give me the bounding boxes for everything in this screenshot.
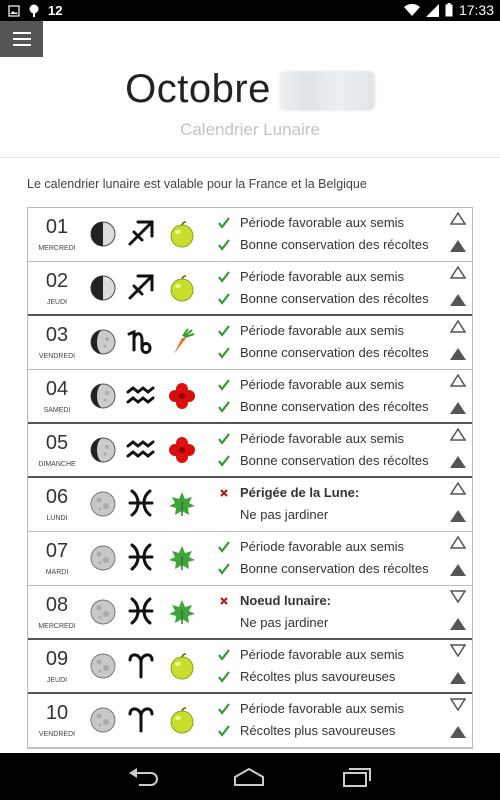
- month-name: Octobre: [125, 67, 271, 111]
- row-line-1: Périgée de la Lune:: [240, 485, 360, 500]
- day-name: DIMANCHE: [38, 461, 76, 468]
- blurred-year: [279, 71, 375, 111]
- back-icon: [126, 765, 160, 787]
- day-name: MARDI: [45, 569, 69, 576]
- calendar-row[interactable]: [28, 262, 472, 316]
- moon-phase-icon: [90, 329, 116, 355]
- check-icon: [218, 346, 230, 358]
- zodiac-capricorn-icon: [126, 326, 156, 356]
- row-line-2: Bonne conservation des récoltes: [240, 453, 429, 468]
- triangle-up-outline-icon: [450, 320, 466, 333]
- day-number: 09: [45, 648, 69, 670]
- lunar-calendar-table: [27, 207, 473, 749]
- wifi-icon: [404, 4, 420, 17]
- moon-phase-icon: [90, 383, 116, 409]
- day-name: MERCREDI: [38, 245, 76, 252]
- leaf-icon: [168, 598, 196, 626]
- check-icon: [218, 238, 230, 250]
- row-line-1: Période favorable aux semis: [240, 647, 405, 662]
- triangle-up-filled-icon: [450, 239, 466, 251]
- moon-phase-icon: [90, 491, 116, 517]
- day-name: JEUDI: [46, 299, 68, 306]
- check-icon: [218, 216, 230, 228]
- leaf-icon: [168, 490, 196, 518]
- triangle-up-outline-icon: [450, 212, 466, 225]
- check-icon: [218, 670, 230, 682]
- fruit-icon: [168, 274, 196, 302]
- navigation-bar: [0, 753, 500, 800]
- zodiac-pisces-icon: [126, 596, 156, 626]
- calendar-row[interactable]: [28, 370, 472, 424]
- cross-icon: [218, 594, 230, 606]
- calendar-row[interactable]: [28, 640, 472, 694]
- triangle-up-outline-icon: [450, 374, 466, 387]
- triangle-up-outline-icon: [450, 266, 466, 279]
- day-name: MERCREDI: [38, 623, 76, 630]
- row-line-1: Période favorable aux semis: [240, 539, 405, 554]
- triangle-down-outline-icon: [450, 698, 466, 711]
- zodiac-pisces-icon: [126, 542, 156, 572]
- day-name: VENDREDI: [38, 353, 76, 360]
- fruit-icon: [168, 220, 196, 248]
- calendar-row[interactable]: [28, 478, 472, 532]
- triangle-up-filled-icon: [450, 293, 466, 305]
- day-number: 04: [45, 378, 69, 400]
- check-icon: [218, 648, 230, 660]
- row-line-2: Bonne conservation des récoltes: [240, 291, 429, 306]
- calendar-row[interactable]: [28, 532, 472, 586]
- check-icon: [218, 724, 230, 736]
- page-header: [0, 57, 500, 158]
- triangle-down-outline-icon: [450, 644, 466, 657]
- triangle-up-filled-icon: [450, 563, 466, 575]
- day-name: SAMEDI: [43, 407, 71, 414]
- calendar-row[interactable]: [28, 586, 472, 640]
- row-line-2: Bonne conservation des récoltes: [240, 345, 429, 360]
- zodiac-aquarius-icon: [126, 434, 156, 464]
- moon-phase-icon: [90, 599, 116, 625]
- check-icon: [218, 292, 230, 304]
- recent-apps-icon: [340, 765, 374, 787]
- triangle-up-filled-icon: [450, 509, 466, 521]
- triangle-up-filled-icon: [450, 455, 466, 467]
- moon-phase-icon: [90, 707, 116, 733]
- fruit-icon: [168, 706, 196, 734]
- triangle-up-outline-icon: [450, 536, 466, 549]
- check-icon: [218, 540, 230, 552]
- fruit-icon: [168, 652, 196, 680]
- triangle-up-filled-icon: [450, 347, 466, 359]
- day-number: 07: [45, 540, 69, 562]
- day-number: 01: [45, 216, 69, 238]
- moon-phase-icon: [90, 437, 116, 463]
- row-line-2: Récoltes plus savoureuses: [240, 669, 396, 684]
- check-icon: [218, 562, 230, 574]
- check-icon: [218, 702, 230, 714]
- triangle-up-filled-icon: [450, 401, 466, 413]
- zodiac-sagittarius-icon: [126, 272, 156, 302]
- zodiac-aries-icon: [126, 704, 156, 734]
- zodiac-aquarius-icon: [126, 380, 156, 410]
- flower-icon: [168, 436, 196, 464]
- calendar-row[interactable]: [28, 424, 472, 478]
- battery-icon: [445, 3, 453, 17]
- root-icon: [168, 328, 196, 356]
- day-name: VENDREDI: [38, 731, 76, 738]
- row-line-2: Bonne conservation des récoltes: [240, 561, 429, 576]
- day-number: 05: [45, 432, 69, 454]
- triangle-up-filled-icon: [450, 671, 466, 683]
- zodiac-sagittarius-icon: [126, 218, 156, 248]
- check-icon: [218, 400, 230, 412]
- home-button[interactable]: [232, 765, 268, 789]
- day-number: 06: [45, 486, 69, 508]
- row-line-1: Période favorable aux semis: [240, 701, 405, 716]
- back-button[interactable]: [126, 765, 162, 789]
- check-icon: [218, 432, 230, 444]
- day-number: 03: [45, 324, 69, 346]
- row-line-1: Période favorable aux semis: [240, 323, 405, 338]
- menu-button[interactable]: [0, 21, 43, 57]
- calendar-row[interactable]: [28, 316, 472, 370]
- moon-phase-icon: [90, 221, 116, 247]
- row-line-2: Bonne conservation des récoltes: [240, 399, 429, 414]
- day-name: LUNDI: [46, 515, 68, 522]
- row-line-2: Ne pas jardiner: [240, 507, 329, 522]
- row-line-2: Bonne conservation des récoltes: [240, 237, 429, 252]
- home-icon: [232, 765, 266, 787]
- tree-notification-icon: [28, 4, 40, 17]
- page-title: [0, 67, 500, 112]
- day-number: 02: [45, 270, 69, 292]
- row-line-1: Période favorable aux semis: [240, 377, 405, 392]
- page-subtitle: Calendrier Lunaire: [180, 120, 320, 139]
- row-line-1: Période favorable aux semis: [240, 269, 405, 284]
- check-icon: [218, 454, 230, 466]
- intro-text: Le calendrier lunaire est valable pour la France et la Belgique: [27, 177, 367, 191]
- row-line-2: Ne pas jardiner: [240, 615, 329, 630]
- zodiac-pisces-icon: [126, 488, 156, 518]
- signal-icon: [426, 4, 439, 17]
- check-icon: [218, 378, 230, 390]
- row-line-1: Noeud lunaire:: [240, 593, 332, 608]
- leaf-icon: [168, 544, 196, 572]
- day-name: JEUDI: [46, 677, 68, 684]
- calendar-row[interactable]: [28, 694, 472, 748]
- triangle-up-outline-icon: [450, 482, 466, 495]
- check-icon: [218, 270, 230, 282]
- image-notification-icon: [8, 5, 20, 17]
- zodiac-aries-icon: [126, 650, 156, 680]
- moon-phase-icon: [90, 653, 116, 679]
- status-bar: [0, 0, 500, 21]
- notification-count: 12: [48, 3, 63, 18]
- flower-icon: [168, 382, 196, 410]
- status-time: 17:33: [458, 2, 494, 18]
- day-number: 10: [45, 702, 69, 724]
- calendar-row[interactable]: [28, 208, 472, 262]
- moon-phase-icon: [90, 275, 116, 301]
- triangle-up-filled-icon: [450, 617, 466, 629]
- row-line-1: Période favorable aux semis: [240, 431, 405, 446]
- day-number: 08: [45, 594, 69, 616]
- triangle-up-outline-icon: [450, 428, 466, 441]
- row-line-2: Récoltes plus savoureuses: [240, 723, 396, 738]
- recent-apps-button[interactable]: [340, 765, 376, 789]
- row-line-1: Période favorable aux semis: [240, 215, 405, 230]
- triangle-down-outline-icon: [450, 590, 466, 603]
- triangle-up-filled-icon: [450, 725, 466, 737]
- hamburger-icon: [13, 32, 31, 46]
- cross-icon: [218, 486, 230, 498]
- moon-phase-icon: [90, 545, 116, 571]
- check-icon: [218, 324, 230, 336]
